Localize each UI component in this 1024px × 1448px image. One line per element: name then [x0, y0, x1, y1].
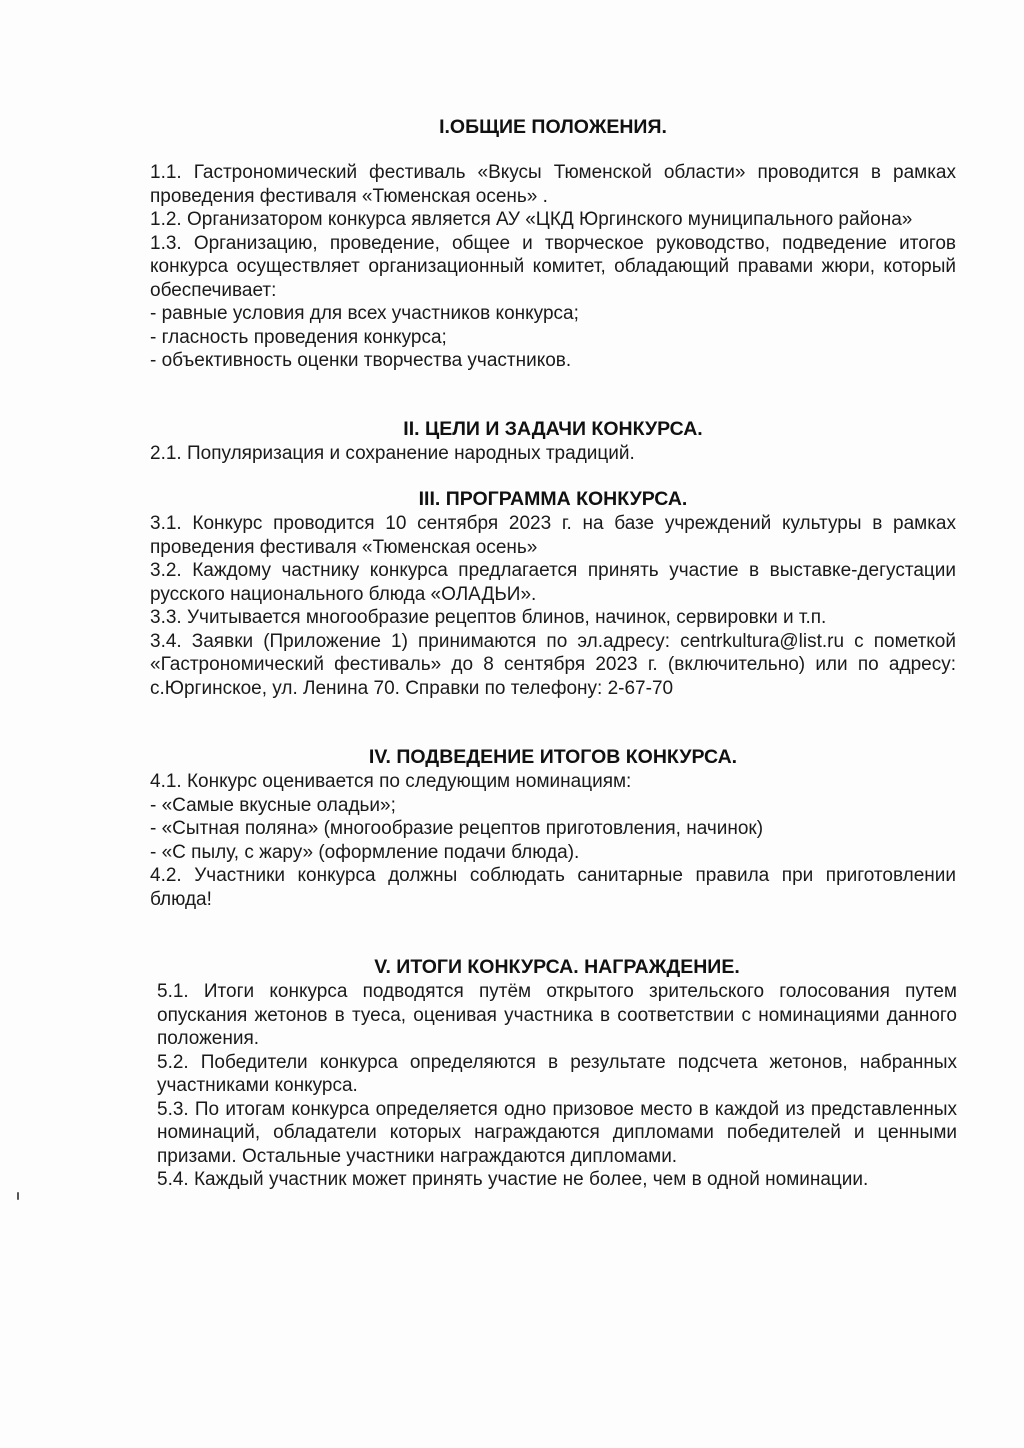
list-item: - гласность проведения конкурса;	[150, 326, 447, 348]
paragraph-3-4: 3.4. Заявки (Приложение 1) принимаются по эл.адресу: centrkultura@list.ru с пометкой «Гастрономический фестиваль» до 8 сентября 2023 г. (включительно) или по адресу: с.Юргинское, ул. Ленина 70. Справки по телефону: 2-67-70	[150, 630, 956, 699]
section-general-provisions	[150, 114, 956, 373]
section-heading: I.ОБЩИЕ ПОЛОЖЕНИЯ.	[439, 116, 667, 138]
section-heading: V. ИТОГИ КОНКУРСА. НАГРАЖДЕНИЕ.	[374, 956, 740, 978]
paragraph-4-2: 4.2. Участники конкурса должны соблюдать санитарные правила при приготовлении блюда!	[150, 865, 956, 910]
paragraph-4-1: 4.1. Конкурс оценивается по следующим номинациям:	[150, 771, 632, 792]
section-awards	[157, 954, 957, 1192]
section-heading: II. ЦЕЛИ И ЗАДАЧИ КОНКУРСА.	[403, 418, 703, 440]
paragraph-5-4: 5.4. Каждый участник может принять участие не более, чем в одной номинации.	[157, 1169, 869, 1190]
paragraph-2-1: 2.1. Популяризация и сохранение народных традиций.	[150, 443, 635, 464]
paragraph-1-2: 1.2. Организатором конкурса является АУ «ЦКД Юргинского муниципального района»	[150, 209, 913, 230]
paragraph-5-1: 5.1. Итоги конкурса подводятся путём открытого зрительского голосования путем опускания жетонов в туеса, оценивая участника в соответствии с номинациями данного положения.	[157, 981, 957, 1049]
list-item: - объективность оценки творчества участников.	[150, 350, 572, 371]
section-heading: III. ПРОГРАММА КОНКУРСА.	[418, 488, 688, 510]
section-goals	[150, 416, 956, 466]
paragraph-3-1: 3.1. Конкурс проводится 10 сентября 2023 г. на базе учреждений культуры в рамках проведения фестиваля «Тюменская осень»	[150, 513, 956, 558]
scan-speck	[17, 1192, 19, 1200]
paragraph-3-3: 3.3. Учитывается многообразие рецептов блинов, начинок, сервировки и т.п.	[150, 607, 827, 628]
paragraph-1-1: 1.1. Гастрономический фестиваль «Вкусы Тюменской области» проводится в рамках проведения фестиваля «Тюменская осень» .	[150, 162, 956, 207]
list-item: - «Самые вкусные оладьи»;	[150, 794, 396, 816]
list-item: - «С пылу, с жару» (оформление подачи блюда).	[150, 841, 580, 863]
paragraph-3-2: 3.2. Каждому частнику конкурса предлагается принять участие в выставке-дегустации русского национального блюда «ОЛАДЬИ».	[150, 560, 956, 605]
section-heading: IV. ПОДВЕДЕНИЕ ИТОГОВ КОНКУРСА.	[368, 746, 738, 768]
list-item: - «Сытная поляна» (многообразие рецептов приготовления, начинок)	[150, 818, 764, 839]
list-item: - равные условия для всех участников конкурса;	[150, 303, 579, 324]
section-results	[150, 744, 956, 911]
paragraph-5-2: 5.2. Победители конкурса определяются в результате подсчета жетонов, набранных участниками конкурса.	[157, 1051, 957, 1096]
paragraph-1-3: 1.3. Организацию, проведение, общее и творческое руководство, подведение итогов конкурса осуществляет организационный комитет, обладающий правами жюри, который обеспечивает:	[150, 232, 956, 301]
paragraph-5-3: 5.3. По итогам конкурса определяется одно призовое место в каждой из представленных номинаций, обладатели которых награждаются дипломами победителей и ценными призами. Остальные участники награждаются дипломами.	[157, 1098, 957, 1167]
section-program	[150, 486, 956, 700]
